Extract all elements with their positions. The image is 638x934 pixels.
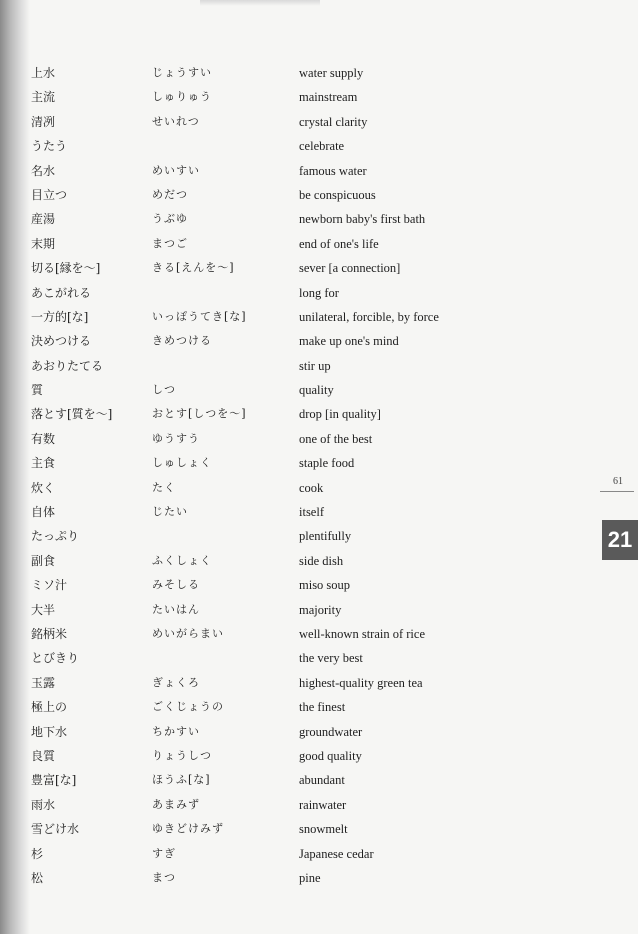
vocab-reading: たく [152, 480, 176, 494]
vocab-row [0, 354, 600, 378]
vocab-reading: まつ [152, 870, 176, 884]
vocab-reading: たいはん [152, 602, 200, 616]
vocab-english: mainstream [299, 90, 358, 105]
vocab-row [0, 232, 600, 256]
vocab-reading: ぎょくろ [152, 675, 200, 689]
vocab-kanji: 雨水 [31, 797, 56, 812]
vocab-reading: ちかすい [152, 724, 200, 738]
vocab-row [0, 451, 600, 475]
vocab-english: one of the best [299, 431, 373, 446]
vocab-kanji: 目立つ [31, 187, 68, 202]
vocab-reading: せいれつ [152, 114, 200, 128]
vocab-english: pine [299, 870, 321, 885]
vocab-row [0, 281, 600, 305]
vocab-kanji: とびきり [31, 651, 80, 666]
vocab-english: end of one's life [299, 236, 379, 251]
vocab-row [0, 549, 600, 573]
vocab-reading: ゆきどけみず [152, 822, 224, 836]
vocab-reading: ごくじょうの [152, 700, 224, 714]
vocab-reading: ふくしょく [152, 553, 212, 567]
vocab-english: water supply [299, 66, 364, 80]
vocab-row [0, 305, 600, 329]
vocab-english: cook [299, 480, 324, 495]
vocab-row [0, 671, 600, 695]
page-top-shadow [200, 0, 320, 6]
vocab-english: the very best [299, 651, 363, 666]
vocab-reading: しつ [152, 383, 176, 397]
vocab-row [0, 817, 600, 841]
vocab-kanji: たっぷり [31, 529, 80, 544]
vocab-kanji: 清冽 [31, 114, 56, 129]
vocab-row [0, 85, 600, 109]
vocab-kanji: 決めつける [31, 334, 92, 349]
vocab-row [0, 159, 600, 183]
vocab-reading: しゅりゅう [152, 90, 212, 104]
vocab-kanji: あこがれる [31, 285, 92, 300]
vocab-kanji: あおりたてる [31, 358, 104, 373]
vocab-english: famous water [299, 163, 367, 178]
vocab-row [0, 61, 600, 85]
vocab-english: rainwater [299, 797, 347, 812]
vocab-english: stir up [299, 358, 331, 373]
vocab-english: majority [299, 602, 342, 617]
vocab-english: celebrate [299, 139, 345, 154]
vocab-english: well-known strain of rice [299, 626, 426, 641]
vocab-english: unilateral, forcible, by force [299, 309, 439, 324]
vocab-kanji: 炊く [31, 480, 56, 495]
vocab-row [0, 402, 600, 426]
vocab-row [0, 793, 600, 817]
vocab-kanji: 自体 [31, 505, 56, 520]
vocab-kanji: ミソ汁 [31, 578, 68, 593]
vocab-english: Japanese cedar [299, 846, 374, 861]
vocab-kanji: 名水 [31, 163, 56, 178]
vocab-reading: めいがらまい [152, 626, 224, 640]
vocab-reading: あまみず [152, 797, 200, 811]
vocab-reading: ほうふ[な] [152, 773, 211, 787]
vocab-row [0, 427, 600, 451]
vocab-row [0, 842, 600, 866]
vocab-english: quality [299, 383, 334, 398]
vocab-reading: おとす[しつを〜] [152, 407, 247, 421]
vocab-english: long for [299, 285, 339, 300]
vocab-row [0, 134, 600, 158]
vocab-row [0, 207, 600, 231]
vocab-english: crystal clarity [299, 114, 368, 129]
vocab-row [0, 695, 600, 719]
vocab-kanji: 大半 [31, 602, 56, 617]
vocab-reading: きる[えんを〜] [152, 261, 235, 275]
vocab-row [0, 524, 600, 548]
vocab-kanji: 豊富[な] [31, 773, 77, 788]
vocab-kanji: 上水 [31, 66, 56, 80]
vocab-reading: きめつける [152, 334, 212, 348]
vocab-row [0, 768, 600, 792]
vocab-english: snowmelt [299, 822, 348, 837]
vocab-reading: しゅしょく [152, 456, 212, 470]
vocab-kanji: 地下水 [31, 724, 68, 739]
vocab-english: sever [a connection] [299, 261, 401, 276]
vocab-row [0, 720, 600, 744]
vocab-kanji: 末期 [31, 236, 56, 251]
vocab-reading: すぎ [152, 846, 176, 860]
vocab-kanji: うたう [31, 139, 68, 154]
vocab-kanji: 松 [31, 870, 44, 885]
vocab-kanji: 一方的[な] [31, 309, 89, 324]
vocab-english: the finest [299, 700, 346, 715]
vocab-reading: みそしる [152, 578, 200, 592]
vocab-row [0, 476, 600, 500]
vocab-reading: ゆうすう [152, 431, 200, 445]
vocab-row [0, 378, 600, 402]
vocab-kanji: 有数 [31, 431, 56, 446]
vocab-row [0, 183, 600, 207]
vocab-english: be conspicuous [299, 187, 376, 202]
vocab-kanji: 切る[縁を〜] [31, 261, 101, 276]
vocab-row [0, 256, 600, 280]
vocab-kanji: 主流 [31, 90, 56, 105]
vocabulary-list [0, 61, 600, 890]
vocab-reading: うぶゆ [152, 212, 188, 226]
vocab-english: highest-quality green tea [299, 675, 423, 690]
vocab-kanji: 雪どけ水 [31, 822, 80, 837]
page-number: 61 [613, 476, 623, 487]
vocab-english: abundant [299, 773, 345, 788]
vocab-row [0, 329, 600, 353]
vocab-english: drop [in quality] [299, 407, 381, 422]
vocab-row [0, 110, 600, 134]
vocab-row [0, 646, 600, 670]
vocab-kanji: 落とす[質を〜] [31, 407, 113, 422]
vocab-reading: りょうしつ [152, 748, 212, 762]
vocab-kanji: 産湯 [31, 212, 56, 227]
vocab-english: staple food [299, 456, 355, 471]
vocab-row [0, 573, 600, 597]
vocab-kanji: 副食 [31, 553, 56, 568]
vocab-english: make up one's mind [299, 334, 399, 349]
page-number-rule [600, 491, 634, 492]
vocab-reading: いっぽうてき[な] [152, 309, 247, 323]
vocab-reading: じょうすい [152, 66, 212, 79]
vocab-english: itself [299, 505, 324, 520]
vocab-reading: まつご [152, 236, 188, 250]
vocab-reading: めいすい [152, 163, 200, 177]
chapter-tab: 21 [602, 520, 638, 560]
vocab-row [0, 866, 600, 890]
vocab-english: newborn baby's first bath [299, 212, 426, 227]
vocab-reading: めだつ [152, 187, 188, 201]
vocab-kanji: 良質 [31, 748, 56, 763]
vocab-row [0, 500, 600, 524]
vocab-kanji: 杉 [31, 846, 44, 861]
vocab-english: groundwater [299, 724, 363, 739]
vocab-kanji: 主食 [31, 456, 56, 471]
vocab-reading: じたい [152, 505, 188, 519]
vocab-row [0, 744, 600, 768]
vocab-row [0, 622, 600, 646]
vocab-row [0, 598, 600, 622]
vocab-kanji: 質 [31, 383, 44, 398]
vocab-kanji: 極上の [31, 700, 68, 715]
vocab-english: good quality [299, 748, 362, 763]
vocab-kanji: 銘柄米 [31, 626, 68, 641]
vocab-kanji: 玉露 [31, 675, 56, 690]
vocab-english: side dish [299, 553, 344, 568]
vocab-english: plentifully [299, 529, 352, 544]
vocab-english: miso soup [299, 578, 351, 593]
